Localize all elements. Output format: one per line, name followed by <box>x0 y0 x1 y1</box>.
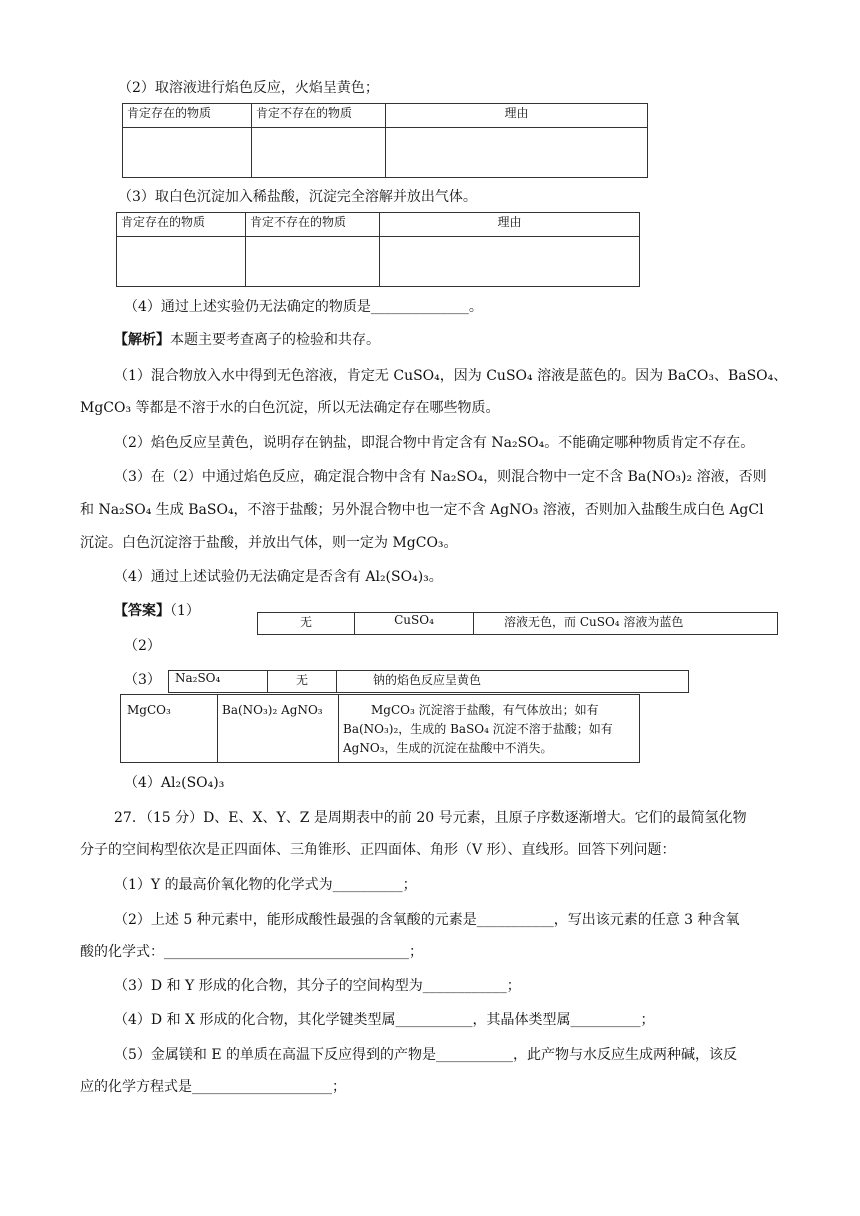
blank-cell <box>386 128 648 178</box>
header-absent: 肯定不存在的物质 <box>246 213 380 237</box>
answer-2-reason: 钠的焰色反应呈黄色 <box>337 671 689 693</box>
header-reason: 理由 <box>386 104 648 128</box>
analysis-1-line-1: （1）混合物放入水中得到无色溶液，肯定无 CuSO₄，因为 CuSO₄ 溶液是蓝色的。因为 BaCO₃、BaSO₄、 <box>114 368 788 384</box>
answer-3-absent: Ba(NO₃)₂ AgNO₃ <box>218 695 339 763</box>
analysis-3-line-2: 和 Na₂SO₄ 生成 BaSO₄，不溶于盐酸；另外混合物中也一定不含 AgNO₃ 溶液，否则加入盐酸生成白色 AgCl <box>80 502 764 518</box>
answer-3-present: MgCO₃ <box>121 695 218 763</box>
question-2-prompt: （2）取溶液进行焰色反应，火焰呈黄色； <box>118 80 379 96</box>
blank-table-q3 <box>116 212 640 287</box>
answer-3-label: （3） <box>124 672 161 688</box>
answer-4-line: （4）Al₂(SO₄)₃ <box>124 775 225 791</box>
analysis-intro: 本题主要考查离子的检验和共存。 <box>170 332 380 348</box>
question-27-part-2-line-1: （2）上述 5 种元素中，能形成酸性最强的含氧酸的元素是___________，写出该元素的任意 3 种含氧 <box>114 912 740 928</box>
analysis-4-line: （4）通过上述试验仍无法确定是否含有 Al₂(SO₄)₃。 <box>114 569 443 585</box>
question-27-line-1: 27．（15 分）D、E、X、Y、Z 是周期表中的前 20 号元素，且原子序数逐渐增大。它们的最简氢化物 <box>114 810 747 826</box>
answer-table-1 <box>257 612 778 635</box>
analysis-3-line-3: 沉淀。白色沉淀溶于盐酸，并放出气体，则一定为 MgCO₃。 <box>80 535 458 551</box>
header-absent: 肯定不存在的物质 <box>252 104 386 128</box>
answer-label: 【答案】 <box>114 603 170 619</box>
question-27-line-2: 分子的空间构型依次是正四面体、三角锥形、正四面体、角形（V 形）、直线形。回答下列问题： <box>80 842 676 858</box>
blank-cell <box>123 128 252 178</box>
blank-cell <box>246 237 380 287</box>
blank-table-q2 <box>122 103 648 178</box>
blank-cell <box>117 237 246 287</box>
header-present: 肯定存在的物质 <box>123 104 252 128</box>
answer-2-present: Na₂SO₄ <box>169 671 268 693</box>
answer-3-reason <box>339 695 640 763</box>
answer-1-present: 无 <box>258 613 355 635</box>
answer-3-reason-line-3: AgNO₃，生成的沉淀在盐酸中不消失。 <box>343 741 553 755</box>
question-27-part-4: （4）D 和 X 形成的化合物，其化学键类型属___________，其晶体类型属__________； <box>114 1012 655 1028</box>
analysis-label: 【解析】 <box>114 332 170 348</box>
answer-2-label: （2） <box>124 638 161 654</box>
answer-table-3 <box>120 694 640 763</box>
analysis-1-line-2: MgCO₃ 等都是不溶于水的白色沉淀，所以无法确定存在哪些物质。 <box>80 400 500 416</box>
answer-2-absent: 无 <box>268 671 337 693</box>
answer-1-absent: CuSO₄ <box>355 613 474 635</box>
question-27-part-5-line-1: （5）金属镁和 E 的单质在高温下反应得到的产物是___________，此产物与水反应生成两种碱，该反 <box>114 1047 738 1063</box>
analysis-3-line-1: （3）在（2）中通过焰色反应，确定混合物中含有 Na₂SO₄，则混合物中一定不含 Ba(NO₃)₂ 溶液，否则 <box>114 469 767 485</box>
answer-3-reason-line-2: Ba(NO₃)₂，生成的 BaSO₄ 沉淀不溶于盐酸；如有 <box>343 722 613 736</box>
question-3-prompt: （3）取白色沉淀加入稀盐酸，沉淀完全溶解并放出气体。 <box>118 189 477 205</box>
analysis-2-line: （2）焰色反应呈黄色，说明存在钠盐，即混合物中肯定含有 Na₂SO₄。不能确定哪种物质肯定不存在。 <box>114 435 755 451</box>
question-27-part-3: （3）D 和 Y 形成的化合物，其分子的空间构型为____________； <box>114 978 521 994</box>
header-reason: 理由 <box>380 213 640 237</box>
answer-heading <box>114 601 200 621</box>
analysis-heading <box>114 330 380 350</box>
question-4-prompt: （4）通过上述实验仍无法确定的物质是______________。 <box>124 299 483 315</box>
blank-cell <box>252 128 386 178</box>
answer-3-reason-line-1: MgCO₃ 沉淀溶于盐酸，有气体放出；如有 <box>371 703 599 717</box>
answer-table-2 <box>168 670 689 693</box>
blank-cell <box>380 237 640 287</box>
answer-1-reason: 溶液无色，而 CuSO₄ 溶液为蓝色 <box>474 613 778 635</box>
question-27-part-2-line-2: 酸的化学式：___________________________________； <box>80 944 423 960</box>
question-27-part-1: （1）Y 的最高价氧化物的化学式为__________； <box>114 877 417 893</box>
question-27-part-5-line-2: 应的化学方程式是____________________； <box>80 1079 346 1095</box>
answer-1-label: （1） <box>170 603 200 619</box>
header-present: 肯定存在的物质 <box>117 213 246 237</box>
